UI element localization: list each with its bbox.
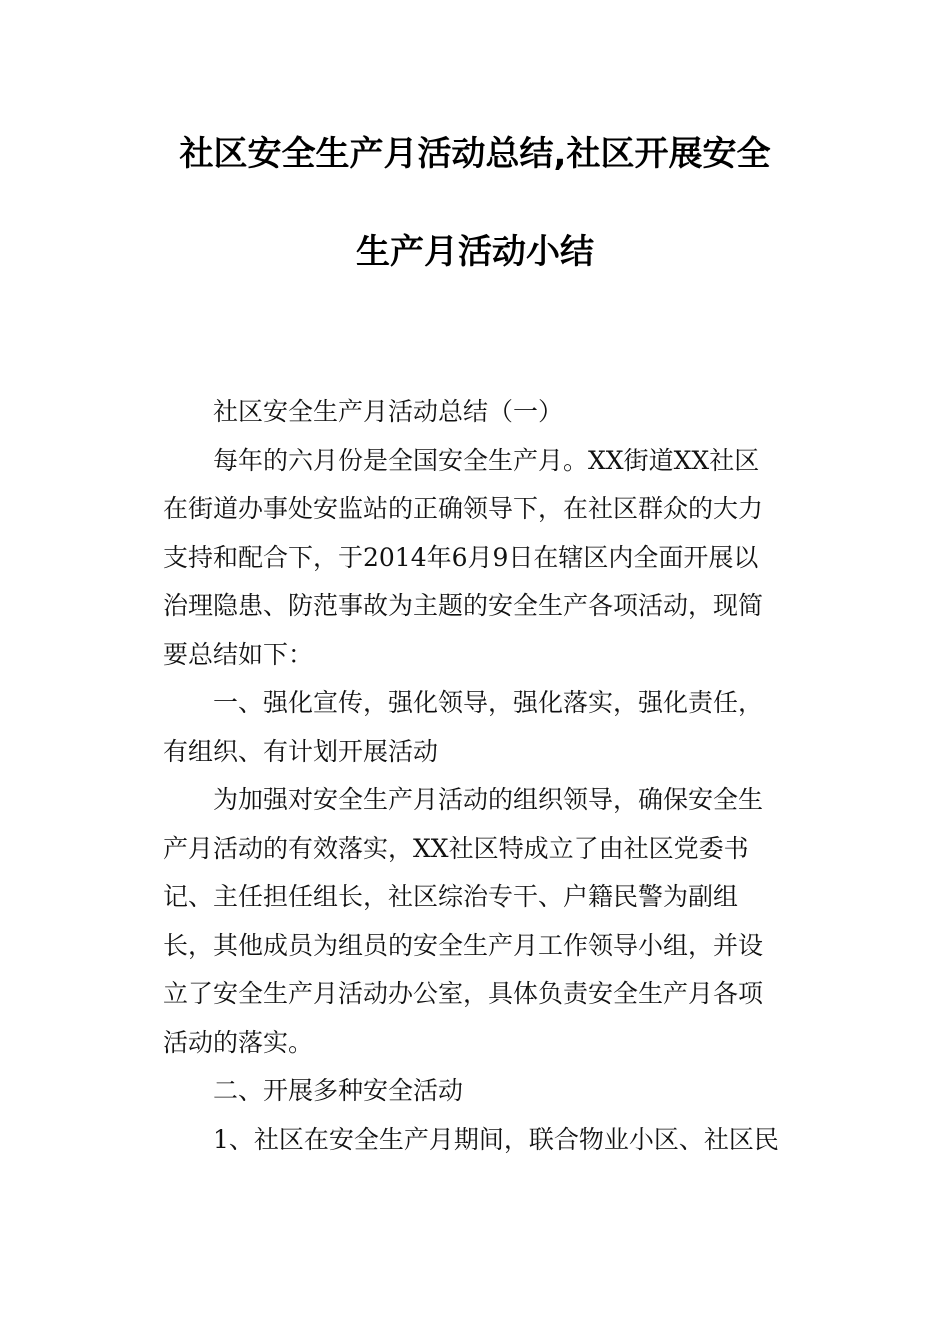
document-body bbox=[163, 388, 793, 1164]
section-heading-one: 一、强化宣传，强化领导，强化落实，强化责任， bbox=[213, 688, 764, 717]
paragraph-line: 长，其他成员为组员的安全生产月工作领导小组，并设 bbox=[163, 930, 764, 960]
paragraph-line: 1、社区在安全生产月期间，联合物业小区、社区民 bbox=[213, 1124, 779, 1154]
paragraph-line: 每年的六月份是全国安全生产月。XX街道XX社区 bbox=[213, 445, 760, 475]
paragraph-line: 记、主任担任组长，社区综治专干、户籍民警为副组 bbox=[163, 882, 739, 911]
paragraph-line: 在街道办事处安监站的正确领导下，在社区群众的大力 bbox=[163, 494, 764, 523]
paragraph-line: 为加强对安全生产月活动的组织领导，确保安全生 bbox=[213, 785, 764, 814]
section-heading-one-continued: 有组织、有计划开展活动 bbox=[163, 736, 439, 766]
paragraph-line: 产月活动的有效落实，XX社区特成立了由社区党委书 bbox=[163, 833, 749, 863]
document-title-line-1: 社区安全生产月活动总结,社区开展安全 bbox=[179, 134, 771, 174]
document-title-line-2: 生产月活动小结 bbox=[356, 232, 594, 272]
paragraph-line: 治理隐患、防范事故为主题的安全生产各项活动，现简 bbox=[163, 591, 764, 620]
section-heading-two: 二、开展多种安全活动 bbox=[213, 1076, 464, 1105]
paragraph-line: 活动的落实。 bbox=[163, 1027, 314, 1057]
paragraph-line: 立了安全生产月活动办公室，具体负责安全生产月各项 bbox=[163, 979, 764, 1008]
section-heading-summary-one: 社区安全生产月活动总结（一） bbox=[213, 397, 564, 426]
paragraph-line: 要总结如下： bbox=[163, 639, 314, 669]
paragraph-line: 支持和配合下，于2014年6月9日在辖区内全面开展以 bbox=[163, 542, 759, 572]
